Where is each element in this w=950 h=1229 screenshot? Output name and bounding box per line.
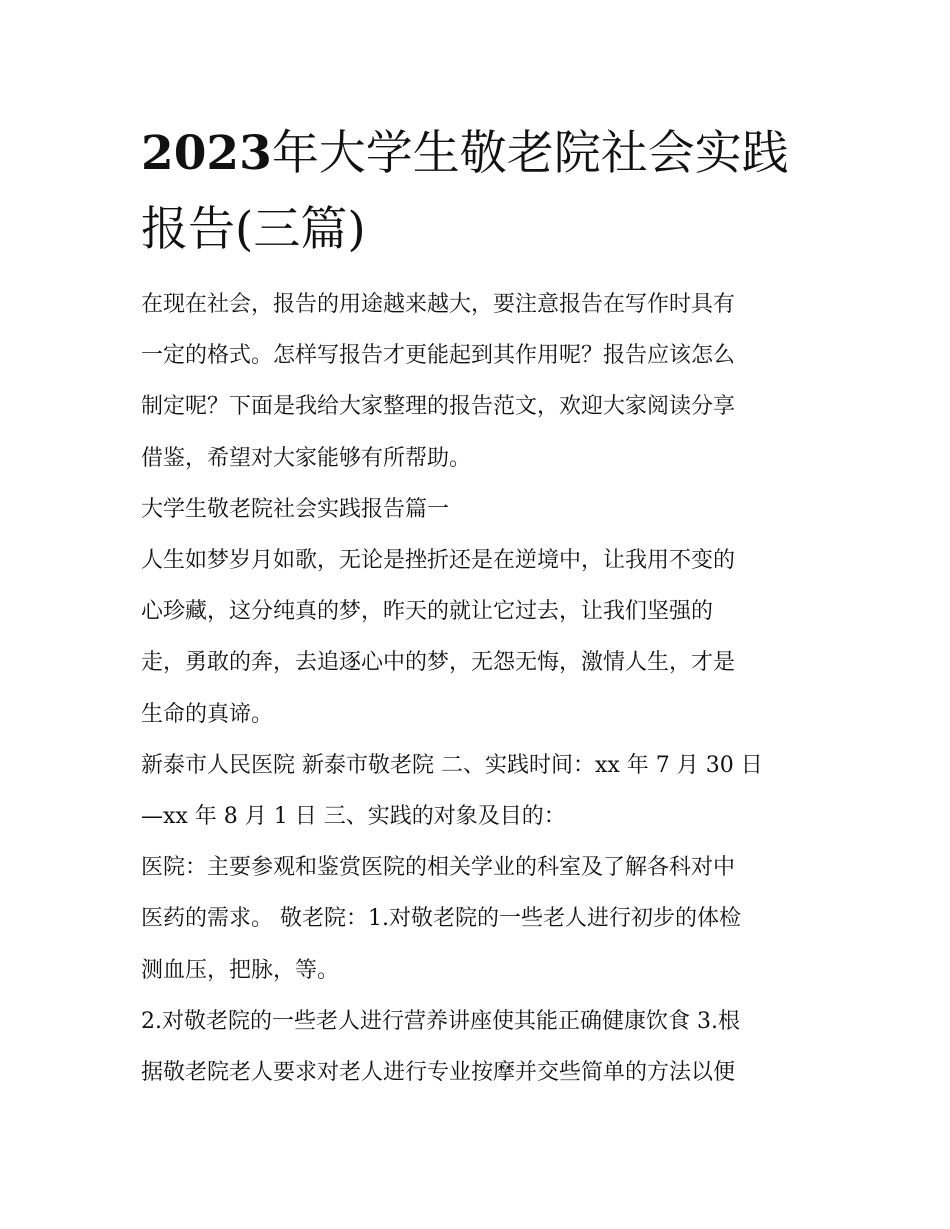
text-line: 医院：主要参观和鉴赏医院的相关学业的科室及了解各科对中 (141, 855, 736, 881)
text-line: 生命的真谛。 (141, 701, 274, 727)
text-line: 医药的需求。 敬老院：1.对敬老院的一些老人进行初步的体检 (141, 906, 741, 932)
title-line2-text: 报告(三篇) (141, 202, 366, 257)
text-line: —xx 年 8 月 1 日 三、实践的对象及目的： (141, 804, 566, 830)
title-year: 2023 (141, 126, 272, 181)
text-line: 测血压，把脉，等。 (141, 957, 340, 983)
document-title (141, 116, 841, 268)
text-line: 一定的格式。怎样写报告才更能起到其作用呢？报告应该怎么 (141, 343, 736, 369)
text-line: 2.对敬老院的一些老人进行营养讲座使其能正确健康饮食 3.根 (141, 1008, 740, 1034)
text-line: 借鉴，希望对大家能够有所帮助。 (141, 445, 472, 471)
title-line1-text: 年大学生敬老院社会实践 (271, 126, 789, 181)
text-line: 新泰市人民医院 新泰市敬老院 二、实践时间：xx 年 7 月 30 日 (141, 752, 763, 778)
text-line: 走，勇敢的奔，去追逐心中的梦，无怨无悔，激情人生，才是 (141, 650, 736, 676)
document-body (141, 279, 821, 1098)
text-line: 在现在社会，报告的用途越来越大，要注意报告在写作时具有 (141, 292, 736, 317)
text-line: 据敬老院老人要求对老人进行专业按摩并交些简单的方法以便 (141, 1060, 736, 1086)
text-line: 心珍藏，这分纯真的梦，昨天的就让它过去，让我们坚强的 (141, 599, 714, 625)
section-heading: 大学生敬老院社会实践报告篇一 (141, 496, 450, 522)
text-line: 人生如梦岁月如歌，无论是挫折还是在逆境中，让我用不变的 (141, 548, 736, 574)
text-line: 制定呢？下面是我给大家整理的报告范文，欢迎大家阅读分享 (141, 394, 736, 420)
